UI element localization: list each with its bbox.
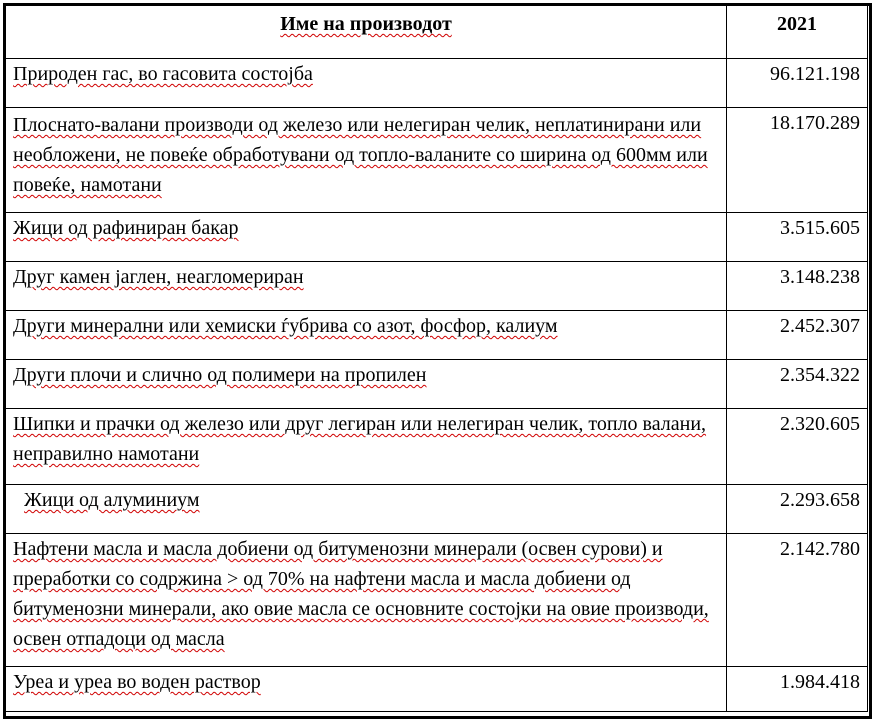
table-row bbox=[6, 213, 868, 262]
value-cell: 1.984.418 bbox=[727, 667, 868, 712]
table-row bbox=[6, 534, 868, 667]
value-cell: 2.293.658 bbox=[727, 485, 868, 534]
value-cell: 96.121.198 bbox=[727, 59, 868, 108]
product-name-cell: Друг камен јаглен, неагломериран bbox=[6, 262, 727, 311]
table-row bbox=[6, 59, 868, 108]
value-cell: 2.354.322 bbox=[727, 360, 868, 409]
header-year: 2021 bbox=[727, 6, 868, 59]
table-row bbox=[6, 311, 868, 360]
product-name-cell: Уреа и уреа во воден раствор bbox=[6, 667, 727, 712]
table-row bbox=[6, 485, 868, 534]
value-cell: 3.515.605 bbox=[727, 213, 868, 262]
table-header-row bbox=[6, 6, 868, 59]
value-cell: 3.148.238 bbox=[727, 262, 868, 311]
table-row bbox=[6, 667, 868, 712]
value-cell: 2.142.780 bbox=[727, 534, 868, 667]
product-name-cell: Други плочи и слично од полимери на пропилен bbox=[6, 360, 727, 409]
product-name-cell: Шипки и прачки од железо или друг легиран или нелегиран челик, топло валани, неправилно намотани bbox=[6, 409, 727, 485]
product-name-cell: Жици од рафиниран бакар bbox=[6, 213, 727, 262]
value-cell: 18.170.289 bbox=[727, 108, 868, 213]
table-row bbox=[6, 360, 868, 409]
product-name-cell: Други минерални или хемиски ѓубрива со азот, фосфор, калиум bbox=[6, 311, 727, 360]
table-row bbox=[6, 409, 868, 485]
product-name-cell: Плоснато-валани производи од железо или нелегиран челик, неплатинирани или необложени, не повеќе обработувани од топло-валаните со ширина од 600мм или повеќе, намотани bbox=[6, 108, 727, 213]
table-row bbox=[6, 108, 868, 213]
product-name-cell: Природен гас, во гасовита состојба bbox=[6, 59, 727, 108]
product-name-cell: Жици од алуминиум bbox=[6, 485, 727, 534]
header-product-name: Име на производот bbox=[6, 6, 727, 59]
value-cell: 2.320.605 bbox=[727, 409, 868, 485]
table-row bbox=[6, 262, 868, 311]
products-table bbox=[5, 5, 868, 712]
product-name-cell: Нафтени масла и масла добиени од битуменозни минерали (освен сурови) и преработки со содржина > од 70% на нафтени масла и масла добиени од битуменозни минерали, ако овие масла се основните состојки на овие производи, освен отпадоци од масла bbox=[6, 534, 727, 667]
value-cell: 2.452.307 bbox=[727, 311, 868, 360]
